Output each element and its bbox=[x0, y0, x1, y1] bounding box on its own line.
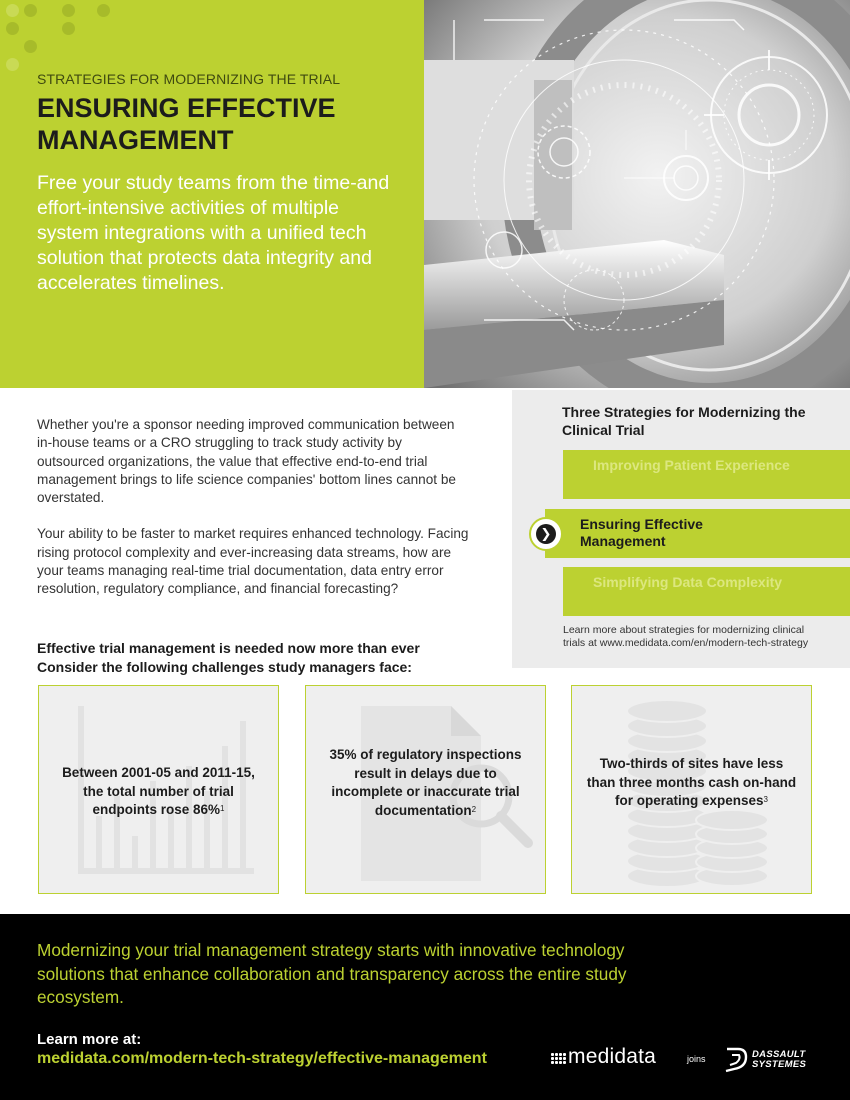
stat-card-cash bbox=[571, 685, 812, 894]
hero-intro: Free your study teams from the time-and effort-intensive activities of multiple system integrations with a unified tech solution that protects data integrity and accelerates timelines. bbox=[37, 172, 390, 294]
strategies-sidebar bbox=[512, 390, 850, 668]
lead-line-1: Effective trial management is needed now more than ever bbox=[37, 640, 420, 656]
decorative-dots bbox=[0, 0, 130, 80]
lead-line-2: Consider the following challenges study managers face: bbox=[37, 658, 412, 675]
body-paragraph-2: Your ability to be faster to market requires enhanced technology. Facing rising protocol complexity and ever-increasing data streams, how are your teams managing real-time trial documentation, data entry error resolution, regulatory compliance, and financial forecasting? bbox=[37, 526, 469, 597]
stat-card-text: Two-thirds of sites have less than three months cash on-hand for operating expenses$^3$ bbox=[586, 756, 797, 808]
stat-card-text: Between 2001-05 and 2011-15, the total number of trial endpoints rose 86%$^1$ bbox=[62, 765, 255, 817]
footer bbox=[0, 914, 850, 1100]
strategy-item-label: Simplifying Data Complexity bbox=[593, 574, 783, 590]
strategy-item-ensuring-effective-management[interactable] bbox=[545, 509, 850, 558]
stat-card-endpoints bbox=[38, 685, 279, 894]
kicker-text: STRATEGIES FOR MODERNIZING THE TRIAL bbox=[37, 71, 341, 87]
joins-text: joins bbox=[687, 1054, 706, 1064]
footer-lead: Modernizing your trial management strategy starts with innovative technology solutions that enhance collaboration and transparency across the entire study ecosystem. bbox=[37, 940, 627, 1007]
strategy-item-label: Improving Patient Experience bbox=[593, 457, 790, 473]
stat-card-text: 35% of regulatory inspections result in delays due to incomplete or inaccurate trial documentation$^2$ bbox=[329, 747, 522, 818]
ds-wordmark: DASSAULT SYSTEMES bbox=[752, 1049, 807, 1070]
footer-learn-label: Learn more at: bbox=[37, 1031, 142, 1048]
strategy-item-simplifying-data-complexity[interactable] bbox=[563, 567, 850, 616]
sidebar-title: Three Strategies for Modernizing the Clinical Trial bbox=[562, 404, 806, 438]
page-title: ENSURING EFFECTIVE MANAGEMENT bbox=[37, 93, 336, 155]
medical-scanner-hud-image bbox=[424, 0, 850, 388]
footer-link[interactable]: medidata.com/modern-tech-strategy/effective-management bbox=[37, 1050, 487, 1067]
hero-panel bbox=[0, 0, 424, 388]
body-paragraph-1: Whether you're a sponsor needing improved communication between in-house teams or a CRO struggling to track study activity by outsourced organizations, the value that effective end-to-end trial management brings to life science companies' bottom lines cannot be overstated. bbox=[37, 417, 456, 506]
chevron-right-icon: ❯ bbox=[529, 517, 563, 551]
medidata-wordmark: medidata bbox=[568, 1045, 656, 1068]
challenges-lead bbox=[37, 639, 507, 676]
body-copy bbox=[37, 416, 469, 617]
stat-card-inspections bbox=[305, 685, 546, 894]
dassault-systemes-logo bbox=[724, 1045, 824, 1073]
strategy-item-improving-patient-experience[interactable] bbox=[563, 450, 850, 499]
medidata-grid-icon bbox=[551, 1053, 566, 1064]
ds-mark-icon bbox=[724, 1045, 750, 1073]
sidebar-note: Learn more about strategies for modernizing clinical trials at www.medidata.com/en/modern-tech-strategy bbox=[563, 624, 809, 649]
strategy-item-label: Ensuring Effective Management bbox=[580, 516, 703, 549]
